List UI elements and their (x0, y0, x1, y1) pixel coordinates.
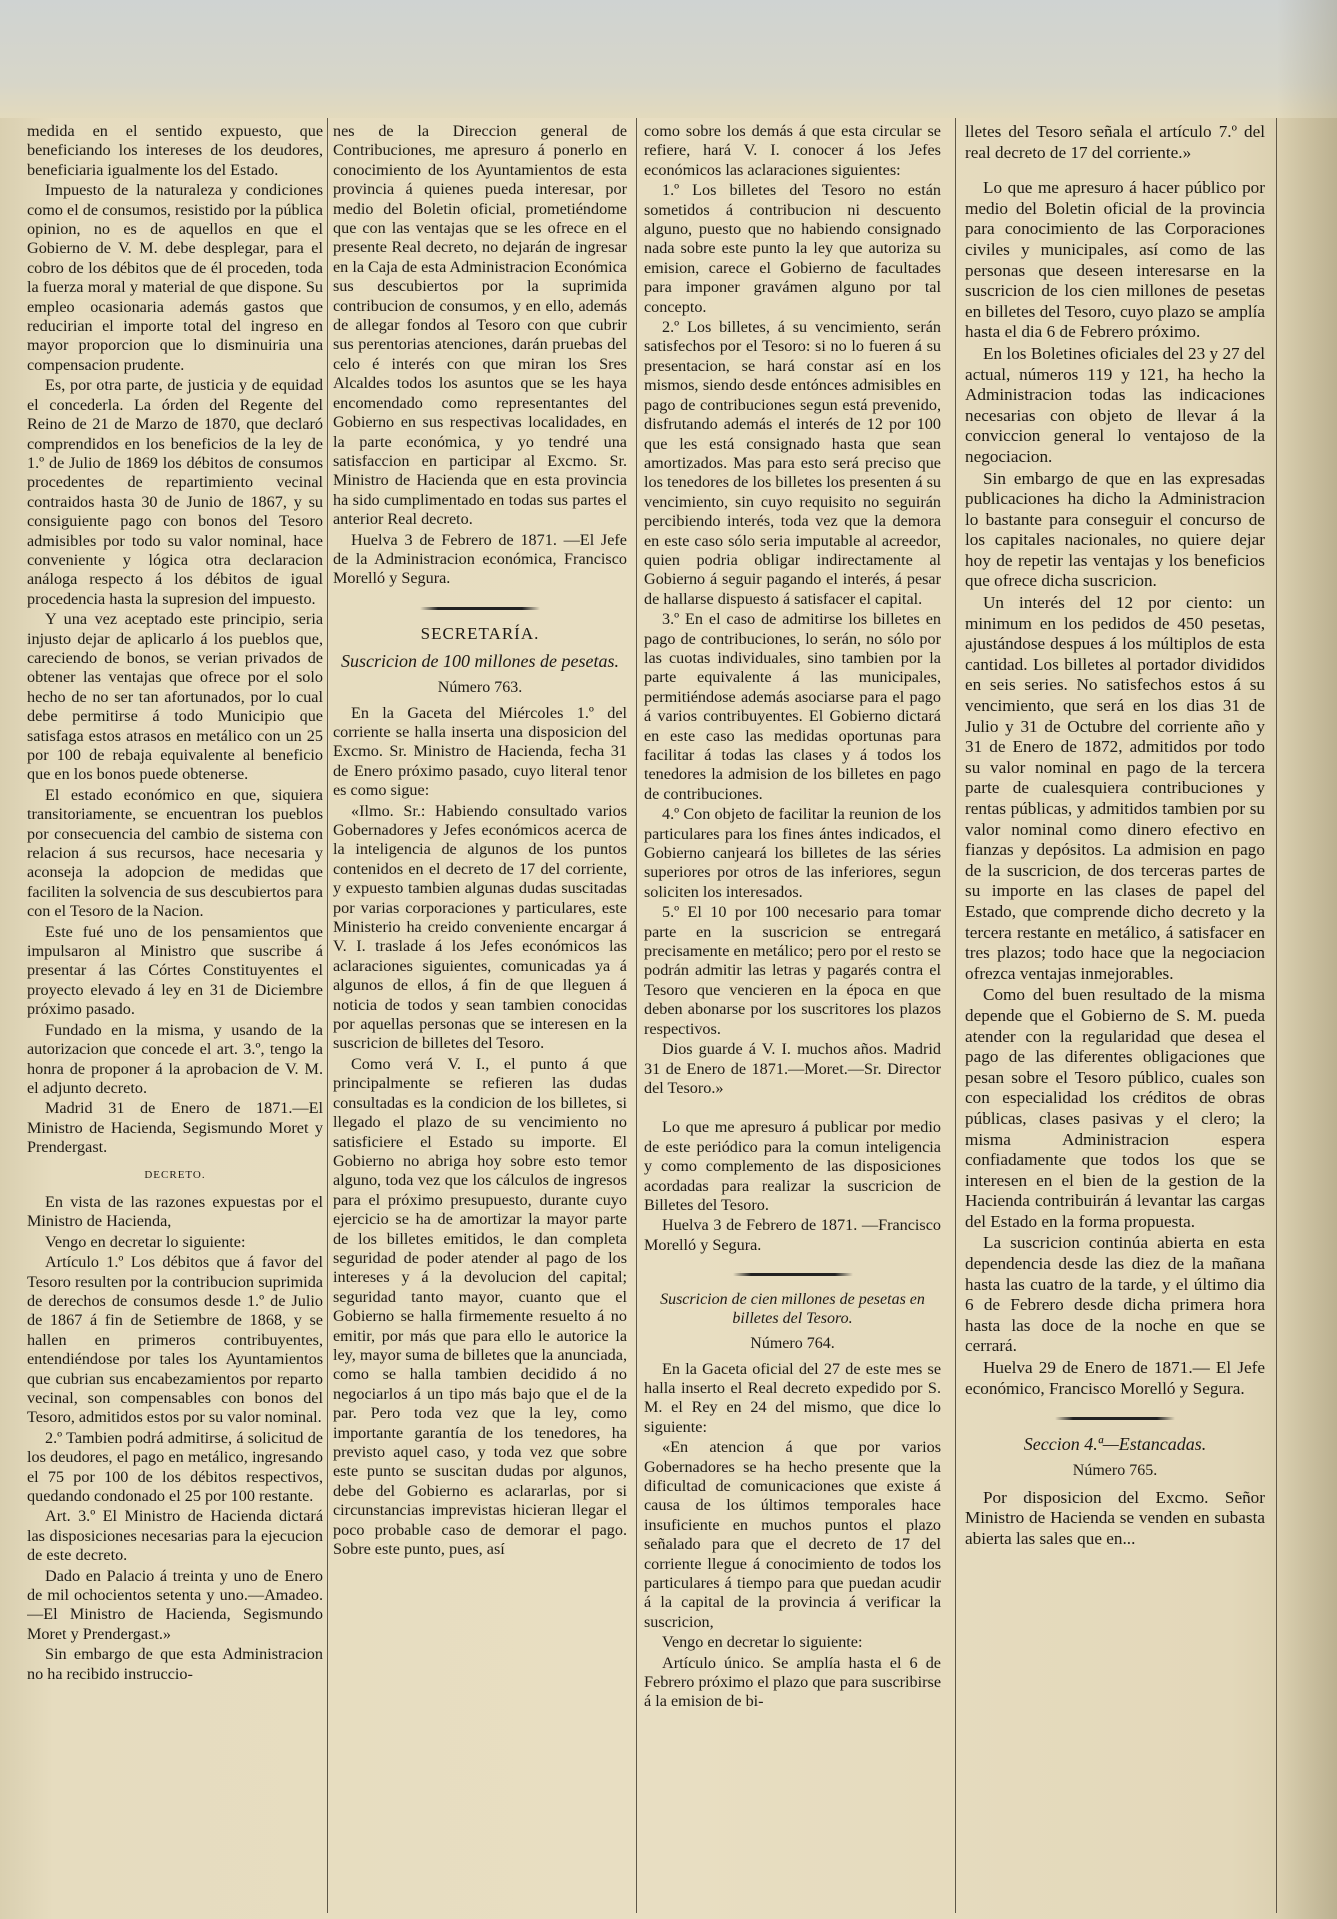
numbered-paragraph: 5.º El 10 por 100 necesario para tomar parte en la suscricion se entregará precisamente en metálico; pero por el resto se podrán admitir las letras y pagarés contra el Tesoro que vencieren en la época en que deben abonarse por los suscritores los plazos respectivos. (644, 903, 941, 1038)
column-4 (965, 122, 1265, 1914)
paragraph: En los Boletines oficiales del 23 y 27 del actual, números 119 y 121, ha hecho la Administracion todas las indicaciones necesarias con objeto de llevar á la conviccion general lo ventajoso de la negociacion. (965, 343, 1265, 466)
paragraph: Y una vez aceptado este principio, seria injusto dejar de aplicarlo á los pueblos que, careciendo de bonos, se verian privados de obtener las ventajas que ofrece por el solo hecho de no ser tan afortunados, por lo cual debe permitirse á todo Municipio que satisfaga estos atrasos en metálico con un 25 por 100 de rebaja equivalente al beneficio que en los bonos puede obtenerse. (27, 610, 323, 784)
signature-paragraph: Madrid 31 de Enero de 1871.—El Ministro de Hacienda, Segismundo Moret y Prendergast. (27, 1099, 323, 1157)
column-1 (27, 122, 323, 1914)
paragraph: Sin embargo de que en las expresadas publicaciones ha dicho la Administracion lo bastante para conseguir el concurso de los capitales nacionales, no quiere dejar hoy de repetir las ventajas y los beneficios que ofrece dicha suscricion. (965, 468, 1265, 591)
paragraph: Sin embargo de que esta Administracion no ha recibido instruccio- (27, 1645, 323, 1683)
numbered-paragraph: 4.º Con objeto de facilitar la reunion de los particulares para los fines ántes indicados, el Gobierno canjeará los billetes de las séries superiores por otros de las inferiores, segun soliciten los interesados. (644, 805, 941, 901)
paragraph: En la Gaceta oficial del 27 de este mes se halla inserto el Real decreto expedido por S. M. el Rey en 24 del mismo, que dice lo siguiente: (644, 1359, 941, 1436)
section-title: Suscricion de 100 millones de pesetas. (341, 651, 619, 672)
column-rule (955, 118, 956, 1913)
article-paragraph: Artículo único. Se amplía hasta el 6 de Febrero próximo el plazo que para suscribirse á la emision de bi- (644, 1653, 941, 1711)
paragraph: lletes del Tesoro señala el artículo 7.º del real decreto de 17 del corriente.» (965, 122, 1265, 162)
section-divider (1055, 1417, 1175, 1420)
paragraph: Lo que me apresuro á publicar por medio de este periódico para la comun inteligencia y como complemento de las disposiciones acordadas para realizar la suscricion de Billetes del Tesoro. (644, 1118, 941, 1214)
column-rule (636, 118, 637, 1913)
paragraph: Es, por otra parte, de justicia y de equidad el concederla. La órden del Regente del Reino de 21 de Marzo de 1870, que declaró comprendidos en los beneficios de la ley de 1.º de Julio de 1869 los débitos de consumos procedentes de repartimiento vecinal contraidos hasta 30 de Junio de 1867, y su consiguiente pago con bonos del Tesoro admisibles por todo su valor nominal, hace conveniente y lógica otra declaracion análoga respecto á los débitos de igual procedencia hasta la supresion del impuesto. (27, 376, 323, 608)
article-paragraph: Artículo 1.º Los débitos que á favor del Tesoro resulten por la contribucion suprimida de derechos de consumos desde 1.º de Julio de 1867 á fin de Setiembre de 1868, y se hallen en primeros contribuyentes, entendiéndose por tales los Ayuntamientos que cubrian sus encabezamientos por reparto vecinal, son compensables con bonos del Tesoro, admitidos estos por su valor nominal. (27, 1253, 323, 1427)
page-edge-shadow (1277, 0, 1337, 1919)
paragraph: Este fué uno de los pensamientos que impulsaron al Ministro que suscribe á presentar á las Córtes Constituyentes el proyecto elevado á ley en 31 de Diciembre próximo pasado. (27, 922, 323, 1019)
item-number: Número 763. (437, 679, 523, 697)
quoted-paragraph: «En atencion á que por varios Gobernadores se ha hecho presente que la dificultad de comunicaciones que existe á causa de los últimos temporales hace insuficiente en muchos puntos el plazo señalado para que el decreto de 17 del corriente llegue á conocimiento de todos los particulares á tiempo para que puedan acudir á la capital de la provincia á verificar la suscricion, (644, 1438, 941, 1631)
section-divider (420, 607, 540, 610)
section-title: Seccion 4.ª—Estancadas. (1023, 1434, 1207, 1455)
paragraph: Dado en Palacio á treinta y uno de Enero de mil ochocientos setenta y uno.—Amadeo.—El Ministro de Hacienda, Segismundo Moret y Prendergast.» (27, 1566, 323, 1643)
quoted-paragraph: «Ilmo. Sr.: Habiendo consultado varios Gobernadores y Jefes económicos acerca de la inteligencia de algunos de los puntos contenidos en el decreto de 17 del corriente, y expuesto tambien algunas dudas suscitadas por varias corporaciones y particulares, este Ministerio ha creido conveniente encargar á V. I. traslade á los Jefes económicos las aclaraciones siguientes, comunicadas ya á algunos de ellos, á fin de que lleguen á noticia de todos y sean tambien conocidas por aquellas personas que se interesen en la suscricion de billetes del Tesoro. (333, 801, 627, 1053)
paragraph: como sobre los demás á que esta circular se refiere, hará V. I. conocer á los Jefes económicos las aclaraciones siguientes: (644, 122, 941, 179)
numbered-paragraph: 2.º Los billetes, á su vencimiento, serán satisfechos por el Tesoro: si no lo fueren á su presentacion, se hará constar así en los mismos, siendo desde entónces admisibles en pago de contribuciones segun está prevenido, disfrutando además el interés de 12 por 100 que les está consignado hasta que sean amortizados. Mas para esto será preciso que los tenedores de los billetes los presenten á su vencimiento, sin cuyo requisito no seguirán percibiendo interés, toda vez que la demora en este caso sólo seria imputable al acreedor, quien podria obligar indirectamente al Gobierno á seguir pagando el interés, á pesar de hallarse dispuesto á satisfacer el capital. (644, 318, 941, 608)
paragraph: En la Gaceta del Miércoles 1.º del corriente se halla inserta una disposicion del Excmo. Sr. Ministro de Hacienda, fecha 31 de Enero próximo pasado, cuyo literal tenor es como sigue: (333, 703, 627, 800)
paragraph: Un interés del 12 por ciento: un minimum en los pedidos de 450 pesetas, ajustándose despues á los múltiplos de esta cantidad. Los billetes al portador divididos en seis series. No satisfechos estos á su vencimiento, que será en los dias 31 de Julio y 31 de Octubre del corriente año y 31 de Enero de 1872, admitidos por todo su valor nominal en pago de la tercera parte de cualesquiera contribuciones y rentas públicas, y admitidos tambien por su valor nominal como dinero efectivo en fianzas y depósitos. La admision en pago de la suscricion, de dos terceras partes de su importe en las clases de papel del Estado, que comprende dicho decreto y la tercera restante en metálico, á satisfacer en tres plazos; todo hace que la negociacion ofrezca ventajas inmejorables. (965, 593, 1265, 983)
paragraph: La suscricion continúa abierta en esta dependencia desde las diez de la mañana hasta las cuatro de la tarde, y el último dia 6 de Febrero desde dicha primera hora hasta las doce de la noche en que se cerrará. (965, 1233, 1265, 1356)
paragraph: Impuesto de la naturaleza y condiciones como el de consumos, resistido por la pública opinion, no es de aquellos en que el Gobierno de V. M. debe desplegar, para el cobro de los débitos que de él proceden, toda la fuerza moral y material de que dispone. Su empleo ocasionaria además gastos que reducirian el importe total del ingreso en mayor proporcion que lo disminuiria una compensacion prudente. (27, 181, 323, 374)
section-divider (733, 1273, 853, 1276)
article-paragraph: 2.º Tambien podrá admitirse, á solicitud de los deudores, el pago en metálico, ingresando el 75 por 100 de los débitos respectivos, quedando condonado el 25 por 100 restante. (27, 1428, 323, 1506)
signature-paragraph: Huelva 3 de Febrero de 1871. —El Jefe de la Administracion económica, Francisco Morelló y Segura. (333, 530, 627, 588)
secretaria-heading: SECRETARÍA. (420, 623, 540, 643)
column-rule (327, 118, 328, 1913)
signature-paragraph: Huelva 29 de Enero de 1871.— El Jefe económico, Francisco Morelló y Segura. (965, 1358, 1265, 1398)
item-number: Número 764. (750, 1335, 835, 1353)
numbered-paragraph: 3.º En el caso de admitirse los billetes en pago de contribuciones, lo serán, no sólo por las cuotas individuales, sino tambien por la parte equivalente á las municipales, permitiéndose además asociarse para el pago á varios contribuyentes. El Gobierno dictará en este caso las medidas oportunas para facilitar á todas las clases y á todos los tenedores la admision de los billetes en pago de contribuciones. (644, 610, 941, 803)
numbered-paragraph: 1.º Los billetes del Tesoro no están sometidos á contribucion ni descuento alguno, puesto que no habiendo consignado nada sobre este punto la ley que autoriza su emision, carece el Gobierno de facultades para imponer gravámen alguno por tal concepto. (644, 181, 941, 316)
article-paragraph: Art. 3.º El Ministro de Hacienda dictará las disposiciones necesarias para la ejecucion de este decreto. (27, 1507, 323, 1565)
column-2 (333, 122, 627, 1914)
top-margin-band (0, 0, 1337, 118)
paragraph: Vengo en decretar lo siguiente: (662, 1633, 863, 1652)
paragraph: nes de la Direccion general de Contribuciones, me apresuro á ponerlo en conocimiento de los Ayuntamientos de esta provincia á quienes pueda interesar, por medio del Boletin oficial, prometiéndome que con las ventajas que se les ofrece en el presente Real decreto, no dejarán de ingresar en la Caja de esta Administracion Económica sus descubiertos por la suprimida contribucion de consumos, y en ello, además de allegar fondos al Tesoro con que cubrir sus perentorias atenciones, darán pruebas del celo é interés con que miran los Sres Alcaldes todos los asuntos que se les haya encomendado como representantes del Gobierno en sus respectivas localidades, en la parte económica, y yo tendré una satisfaccion en participar al Excmo. Sr. Ministro de Hacienda que en esta provincia ha sido cumplimentado en todas sus partes el anterior Real decreto. (333, 122, 627, 529)
paragraph: En vista de las razones expuestas por el Ministro de Hacienda, (27, 1192, 323, 1231)
paragraph: El estado económico en que, siquiera transitoriamente, se encuentran los pueblos por consecuencia del cambio de sistema con relacion á sus recursos, hace necesaria y aconseja la adopcion de medidas que faciliten la solvencia de sus descubiertos para con el Tesoro de la Nacion. (27, 785, 323, 921)
paragraph: Dios guarde á V. I. muchos años. Madrid 31 de Enero de 1871.—Moret.—Sr. Director del Tesoro.» (644, 1040, 941, 1097)
quoted-paragraph: Como verá V. I., el punto á que principalmente se refieren las dudas consultadas es la condicion de los billetes, si llegado el plazo de su vencimiento no satisficiere el Estado su importe. El Gobierno no abriga hoy sobre esto temor alguno, toda vez que los cálculos de ingresos para el próximo presupuesto, durante cuyo ejercicio se ha de amortizar la mayor parte de los billetes emitidos, le dan completa seguridad de poder atender al pago de los intereses y á la devolucion del capital; seguridad tanto mayor, cuanto que el Gobierno se halla firmemente resuelto á no emitir, por más que para ello le autorice la ley, mayor suma de billetes que la anunciada, como se halla tambien decidido á no negociarlos á un tipo más bajo que el de la par. Pero toda vez que la ley, como importante garantía de los tenedores, ha previsto aquel caso, y toda vez que sobre este punto se suscitan dudas por algunos, debe del Gobierno es aclararlas, por si circunstancias imprevistas hicieran llegar el poco probable caso de demorar el pago. Sobre este punto, pues, así (333, 1054, 627, 1559)
signature-paragraph: Huelva 3 de Febrero de 1871. —Francisco Morelló y Segura. (644, 1216, 941, 1254)
paragraph: Fundado en la misma, y usando de la autorizacion que concede el art. 3.º, tengo la honra de proponer á la aprobacion de V. M. el adjunto decreto. (27, 1020, 323, 1097)
section-title: Suscricion de cien millones de pesetas en billetes del Tesoro. (660, 1291, 925, 1328)
paragraph: medida en el sentido expuesto, que beneficiando los intereses de los deudores, beneficiaria igualmente los del Estado. (27, 122, 323, 179)
column-3 (644, 122, 941, 1914)
item-number: Número 765. (1072, 1462, 1158, 1480)
paragraph: Vengo en decretar lo siguiente: (45, 1232, 246, 1251)
paragraph: Por disposicion del Excmo. Señor Ministro de Hacienda se venden en subasta abierta las sales que en... (965, 1487, 1265, 1548)
spacer (965, 164, 1265, 178)
paragraph: Como del buen resultado de la misma depende que el Gobierno de S. M. pueda atender con la regularidad que desea el pago de las diferentes obligaciones que pesan sobre el Tesoro público, cuales son con especialidad los créditos de obras públicas, clases pasivas y el clero; la misma Administracion espera confiadamente que todos los que se interesen en el bien de la gestion de la Hacienda contribuirán á levantar las cargas del Estado en la forma propuesta. (965, 985, 1265, 1231)
decreto-heading: DECRETO. (144, 1168, 206, 1181)
paragraph: Lo que me apresuro á hacer público por medio del Boletin oficial de la provincia para conocimiento de las Corporaciones civiles y municipales, así como de las personas que deseen interesarse en la suscricion de los cien millones de pesetas en billetes del Tesoro, cuyo plazo se amplía hasta el dia 6 de Febrero próximo. (965, 178, 1265, 342)
